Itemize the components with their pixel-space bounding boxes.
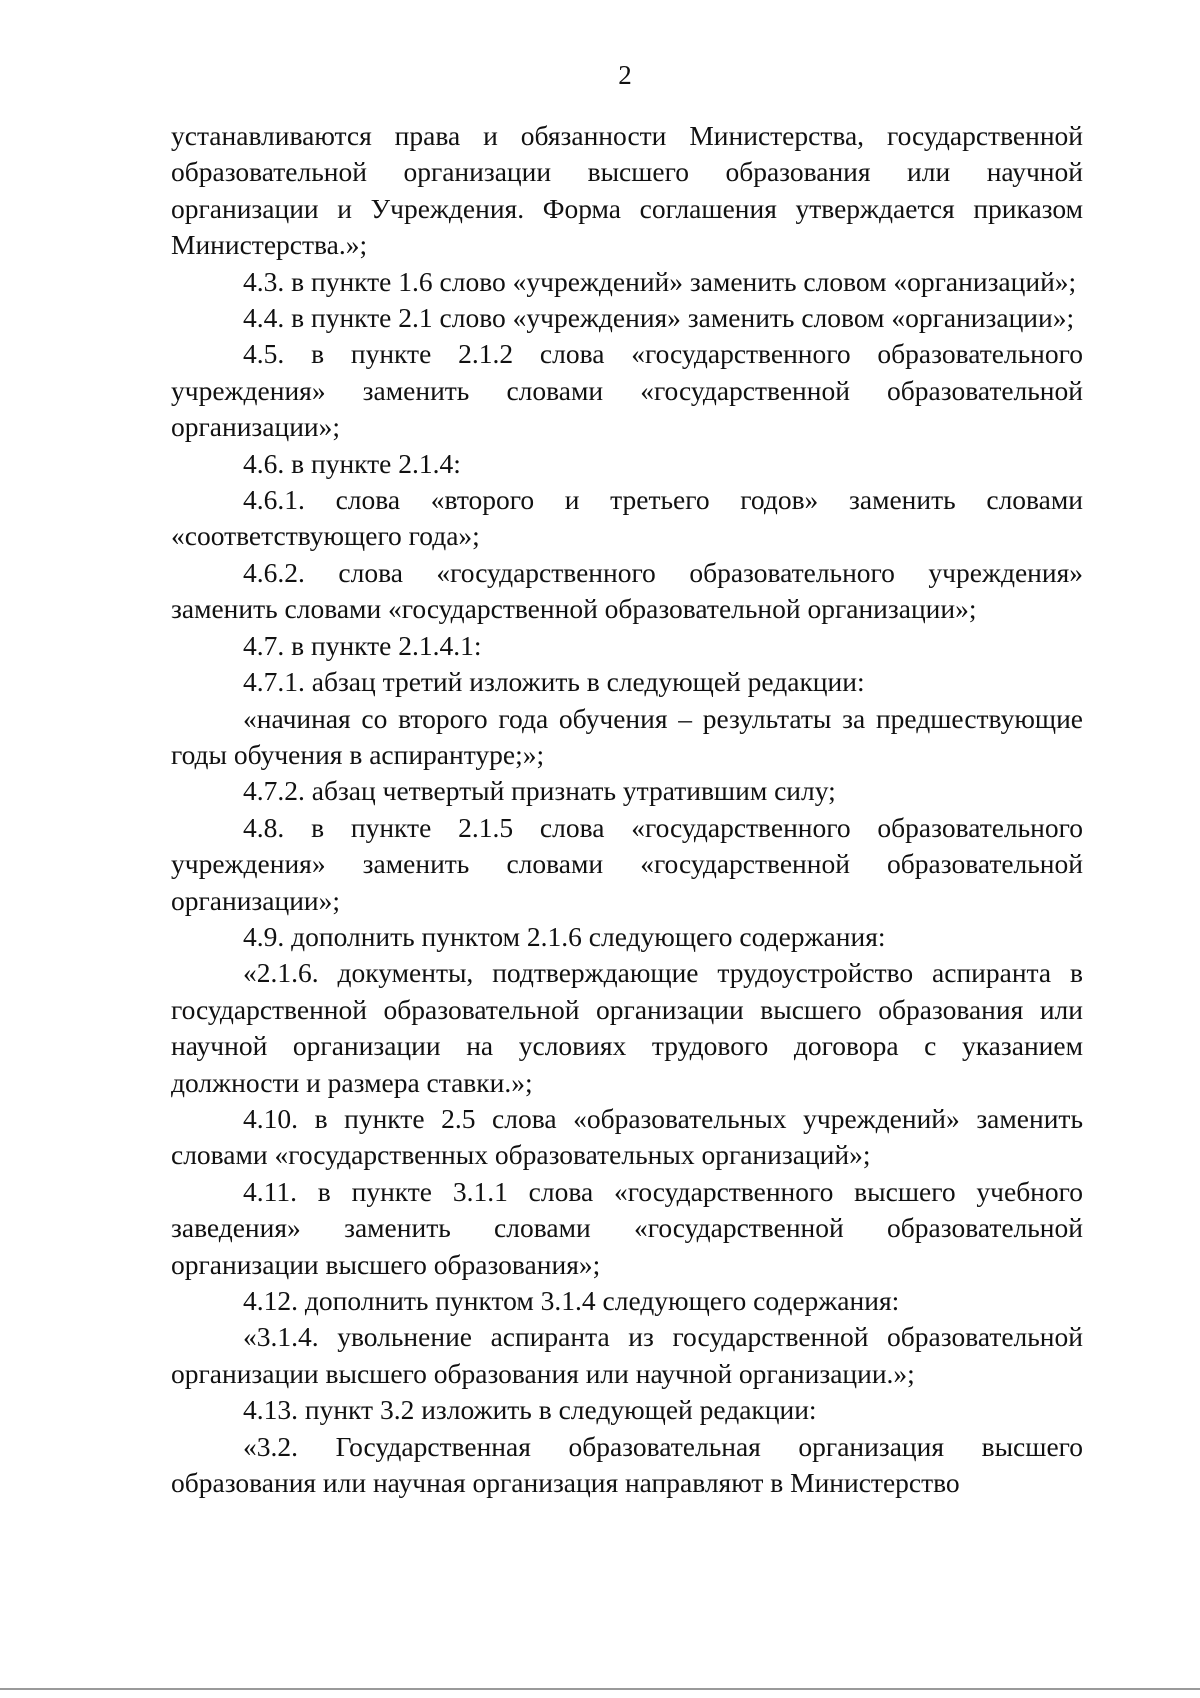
paragraph: «2.1.6. документы, подтверждающие трудоустройство аспиранта в государственной образовательной организации высшего образования или научной организации на условиях трудового договора с указанием должности и размера ставки.»;: [171, 957, 1083, 1098]
paragraph: 4.8. в пункте 2.1.5 слова «государственного образовательного учреждения» заменить словами «государственной образовательной организации»;: [171, 811, 1083, 916]
paragraph: 4.7.1. абзац третий изложить в следующей редакции:: [243, 666, 865, 698]
paragraph: «начиная со второго года обучения – результаты за предшествующие годы обучения в аспирантуре;»;: [171, 702, 1083, 770]
paragraph: 4.4. в пункте 2.1 слово «учреждения» заменить словом «организации»;: [243, 302, 1075, 334]
paragraph: 4.7.2. абзац четвертый признать утратившим силу;: [243, 775, 836, 807]
paragraph: 4.6. в пункте 2.1.4:: [243, 447, 461, 479]
document-body: [171, 118, 1083, 1501]
paragraph: 4.3. в пункте 1.6 слово «учреждений» заменить словом «организаций»;: [243, 265, 1077, 297]
paragraph: 4.11. в пункте 3.1.1 слова «государственного высшего учебного заведения» заменить словами «государственной образовательной организации высшего образования»;: [171, 1175, 1083, 1280]
paragraph: 4.6.2. слова «государственного образовательного учреждения» заменить словами «государственной образовательной организации»;: [171, 556, 1083, 625]
paragraph: 4.5. в пункте 2.1.2 слова «государственного образовательного учреждения» заменить словами «государственной образовательной организации»;: [171, 338, 1083, 443]
paragraph: 4.12. дополнить пунктом 3.1.4 следующего содержания:: [243, 1285, 900, 1316]
paragraph: 4.9. дополнить пунктом 2.1.6 следующего содержания:: [243, 920, 886, 952]
page-number: 2: [618, 60, 632, 90]
scan-edge-line: [0, 1688, 1200, 1690]
paragraph: 4.6.1. слова «второго и третьего годов» заменить словами «соответствующего года»;: [171, 484, 1083, 552]
paragraph: 4.13. пункт 3.2 изложить в следующей редакции:: [243, 1394, 817, 1426]
paragraph: «3.1.4. увольнение аспиранта из государственной образовательной организации высшего образования или научной организации.»;: [171, 1321, 1083, 1389]
paragraph: «3.2. Государственная образовательная организация высшего образования или научная организация направляют в Министерство: [171, 1430, 1083, 1499]
paragraph: устанавливаются права и обязанности Министерства, государственной образовательной организации высшего образования или научной организации и Учреждения. Форма соглашения утверждается приказом Министерства.»;: [171, 120, 1083, 261]
paragraph: 4.7. в пункте 2.1.4.1:: [243, 629, 482, 661]
paragraph: 4.10. в пункте 2.5 слова «образовательных учреждений» заменить словами «государственных образовательных организаций»;: [171, 1102, 1083, 1171]
